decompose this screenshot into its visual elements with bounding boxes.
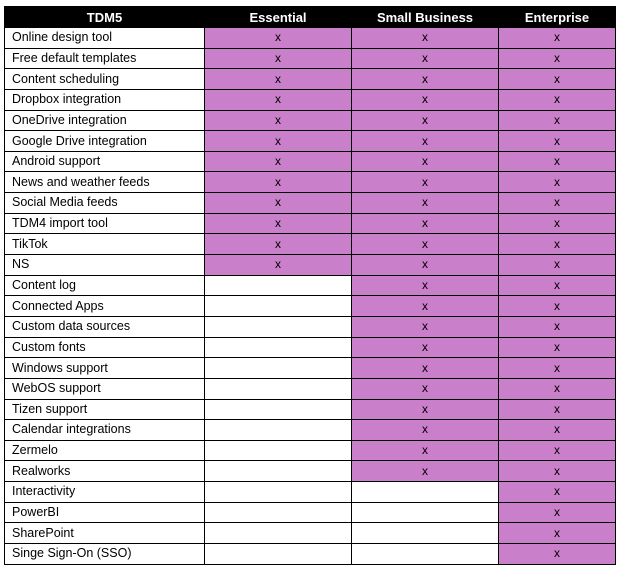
table-row [5, 69, 616, 90]
table-row [5, 89, 616, 110]
table-row [5, 255, 616, 276]
cell-small-business-included: x [352, 358, 499, 379]
cell-small-business-included: x [352, 131, 499, 152]
cell-essential-included: x [205, 69, 352, 90]
feature-name: TikTok [5, 234, 205, 255]
cell-enterprise-included: x [499, 172, 616, 193]
cell-small-business-included: x [352, 172, 499, 193]
feature-name: Content scheduling [5, 69, 205, 90]
cell-enterprise-included: x [499, 399, 616, 420]
feature-name: Custom data sources [5, 316, 205, 337]
table-row [5, 234, 616, 255]
table-row [5, 316, 616, 337]
header-essential: Essential [205, 7, 352, 28]
cell-essential-not-included [205, 296, 352, 317]
cell-essential-not-included [205, 275, 352, 296]
cell-enterprise-included: x [499, 502, 616, 523]
table-row [5, 523, 616, 544]
feature-name: Google Drive integration [5, 131, 205, 152]
cell-essential-included: x [205, 151, 352, 172]
cell-enterprise-included: x [499, 461, 616, 482]
table-row [5, 48, 616, 69]
header-small-business: Small Business [352, 7, 499, 28]
cell-small-business-included: x [352, 48, 499, 69]
feature-name: Free default templates [5, 48, 205, 69]
table-row [5, 213, 616, 234]
cell-enterprise-included: x [499, 420, 616, 441]
cell-enterprise-included: x [499, 213, 616, 234]
feature-name: Online design tool [5, 28, 205, 49]
cell-essential-included: x [205, 131, 352, 152]
cell-enterprise-included: x [499, 378, 616, 399]
table-row [5, 420, 616, 441]
cell-small-business-included: x [352, 69, 499, 90]
cell-small-business-not-included [352, 502, 499, 523]
table-row [5, 378, 616, 399]
cell-small-business-included: x [352, 234, 499, 255]
cell-essential-not-included [205, 420, 352, 441]
header-enterprise: Enterprise [499, 7, 616, 28]
cell-small-business-included: x [352, 255, 499, 276]
feature-comparison-table-container [4, 6, 616, 565]
cell-small-business-included: x [352, 275, 499, 296]
cell-enterprise-included: x [499, 296, 616, 317]
cell-enterprise-included: x [499, 48, 616, 69]
cell-enterprise-included: x [499, 275, 616, 296]
cell-enterprise-included: x [499, 28, 616, 49]
cell-enterprise-included: x [499, 193, 616, 214]
feature-name: TDM4 import tool [5, 213, 205, 234]
table-row [5, 172, 616, 193]
cell-small-business-included: x [352, 440, 499, 461]
table-row [5, 131, 616, 152]
cell-small-business-included: x [352, 110, 499, 131]
cell-small-business-included: x [352, 399, 499, 420]
cell-small-business-included: x [352, 28, 499, 49]
cell-essential-included: x [205, 48, 352, 69]
table-row [5, 502, 616, 523]
cell-essential-included: x [205, 234, 352, 255]
cell-enterprise-included: x [499, 110, 616, 131]
cell-essential-not-included [205, 378, 352, 399]
cell-enterprise-included: x [499, 316, 616, 337]
feature-name: Social Media feeds [5, 193, 205, 214]
cell-essential-not-included [205, 337, 352, 358]
cell-essential-included: x [205, 193, 352, 214]
cell-enterprise-included: x [499, 255, 616, 276]
cell-enterprise-included: x [499, 482, 616, 503]
cell-essential-not-included [205, 316, 352, 337]
cell-small-business-included: x [352, 213, 499, 234]
feature-name: Dropbox integration [5, 89, 205, 110]
cell-essential-included: x [205, 89, 352, 110]
cell-essential-not-included [205, 358, 352, 379]
cell-essential-not-included [205, 544, 352, 565]
cell-essential-included: x [205, 255, 352, 276]
table-row [5, 399, 616, 420]
feature-name: Zermelo [5, 440, 205, 461]
cell-small-business-included: x [352, 316, 499, 337]
table-row [5, 110, 616, 131]
cell-enterprise-included: x [499, 151, 616, 172]
cell-essential-included: x [205, 110, 352, 131]
feature-name: Connected Apps [5, 296, 205, 317]
table-row [5, 544, 616, 565]
cell-enterprise-included: x [499, 234, 616, 255]
cell-small-business-not-included [352, 523, 499, 544]
feature-rows [5, 28, 616, 565]
cell-essential-included: x [205, 213, 352, 234]
table-row [5, 151, 616, 172]
feature-name: SharePoint [5, 523, 205, 544]
feature-name: Realworks [5, 461, 205, 482]
table-row [5, 337, 616, 358]
table-row [5, 482, 616, 503]
feature-comparison-table [4, 6, 616, 565]
table-row [5, 193, 616, 214]
cell-small-business-included: x [352, 89, 499, 110]
feature-name: Tizen support [5, 399, 205, 420]
cell-small-business-not-included [352, 544, 499, 565]
cell-small-business-included: x [352, 461, 499, 482]
cell-small-business-included: x [352, 378, 499, 399]
cell-enterprise-included: x [499, 544, 616, 565]
feature-name: Android support [5, 151, 205, 172]
cell-essential-included: x [205, 172, 352, 193]
table-row [5, 275, 616, 296]
cell-essential-not-included [205, 523, 352, 544]
cell-enterprise-included: x [499, 131, 616, 152]
feature-name: OneDrive integration [5, 110, 205, 131]
feature-name: Interactivity [5, 482, 205, 503]
table-row [5, 461, 616, 482]
cell-essential-not-included [205, 502, 352, 523]
table-row [5, 28, 616, 49]
cell-small-business-included: x [352, 193, 499, 214]
cell-enterprise-included: x [499, 440, 616, 461]
cell-enterprise-included: x [499, 89, 616, 110]
feature-name: WebOS support [5, 378, 205, 399]
feature-name: News and weather feeds [5, 172, 205, 193]
header-row [5, 7, 616, 28]
feature-name: Calendar integrations [5, 420, 205, 441]
cell-essential-not-included [205, 399, 352, 420]
cell-small-business-not-included [352, 482, 499, 503]
cell-essential-not-included [205, 440, 352, 461]
cell-small-business-included: x [352, 151, 499, 172]
feature-name: NS [5, 255, 205, 276]
feature-name: PowerBI [5, 502, 205, 523]
cell-essential-not-included [205, 482, 352, 503]
cell-enterprise-included: x [499, 358, 616, 379]
table-row [5, 440, 616, 461]
table-row [5, 296, 616, 317]
cell-small-business-included: x [352, 420, 499, 441]
cell-small-business-included: x [352, 337, 499, 358]
feature-name: Windows support [5, 358, 205, 379]
cell-enterprise-included: x [499, 69, 616, 90]
cell-enterprise-included: x [499, 337, 616, 358]
feature-name: Content log [5, 275, 205, 296]
cell-small-business-included: x [352, 296, 499, 317]
feature-name: Singe Sign-On (SSO) [5, 544, 205, 565]
feature-name: Custom fonts [5, 337, 205, 358]
header-product: TDM5 [5, 7, 205, 28]
cell-essential-not-included [205, 461, 352, 482]
cell-essential-included: x [205, 28, 352, 49]
cell-enterprise-included: x [499, 523, 616, 544]
table-row [5, 358, 616, 379]
